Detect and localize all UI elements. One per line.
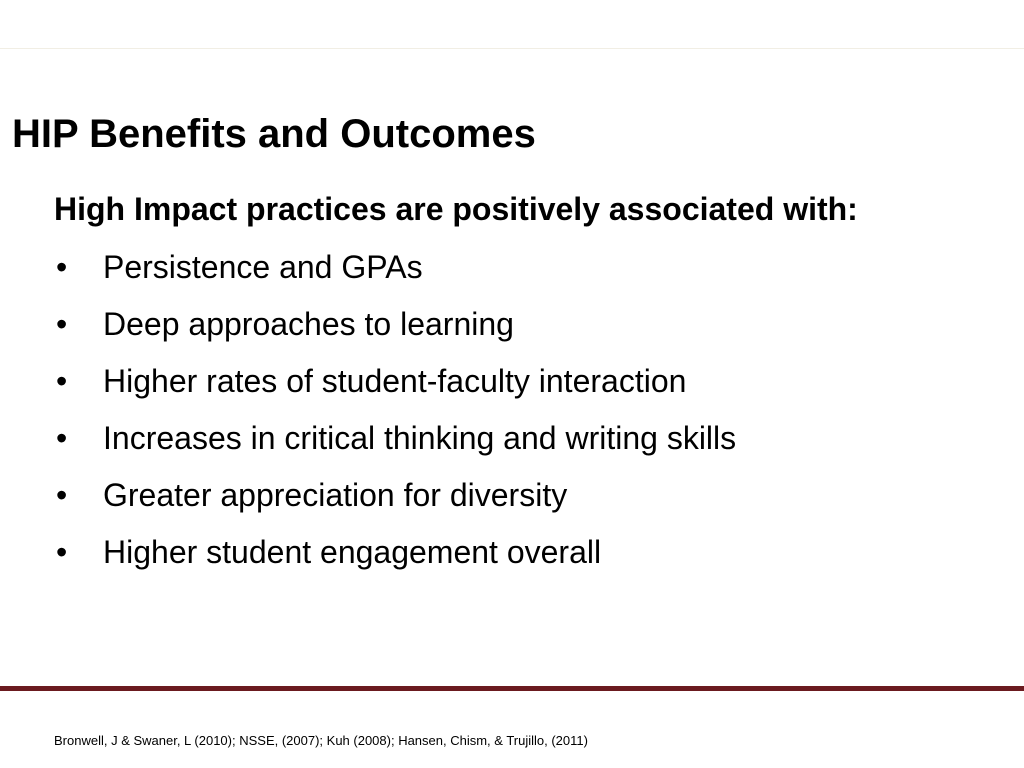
bullet-item — [54, 410, 984, 467]
bullet-item — [54, 467, 984, 524]
lead-text: High Impact practices are positively associated with: — [54, 191, 858, 227]
bullet-icon: • — [56, 249, 68, 285]
bullet-icon: • — [56, 306, 68, 342]
bullet-item — [54, 296, 984, 353]
slide-content — [54, 186, 984, 581]
bullet-text: Greater appreciation for diversity — [103, 477, 568, 513]
bullet-text: Persistence and GPAs — [103, 249, 423, 285]
bullet-icon: • — [56, 534, 68, 570]
citation-text: Bronwell, J & Swaner, L (2010); NSSE, (2007); Kuh (2008); Hansen, Chism, & Trujillo, (2011) — [54, 733, 588, 748]
top-divider — [0, 48, 1024, 49]
bullet-icon: • — [56, 420, 68, 456]
bullet-icon: • — [56, 363, 68, 399]
bullet-item — [54, 353, 984, 410]
bullet-item — [54, 239, 984, 296]
bullet-item — [54, 524, 984, 581]
slide-title: HIP Benefits and Outcomes — [12, 112, 536, 156]
footer-divider — [0, 686, 1024, 691]
bullet-list — [54, 239, 984, 581]
bullet-text: Higher student engagement overall — [103, 534, 602, 570]
bullet-text: Higher rates of student-faculty interaction — [103, 363, 687, 399]
bullet-icon: • — [56, 477, 68, 513]
bullet-text: Deep approaches to learning — [103, 306, 514, 342]
bullet-text: Increases in critical thinking and writing skills — [103, 420, 737, 456]
